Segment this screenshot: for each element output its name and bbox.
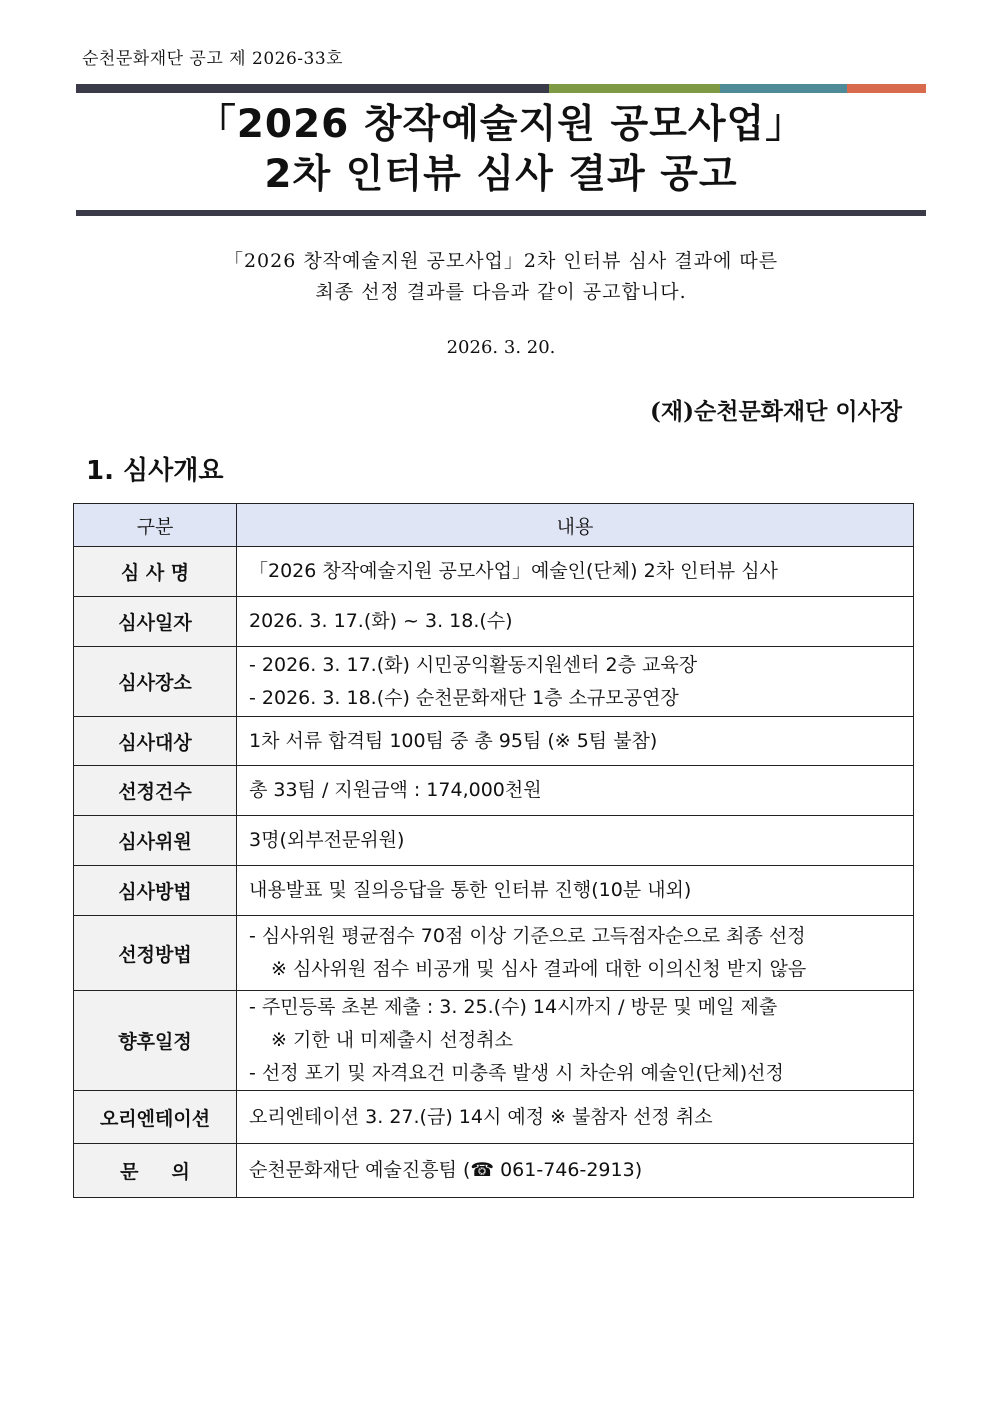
- row-label: 선정방법: [74, 916, 237, 991]
- section-heading: 1. 심사개요: [86, 456, 224, 486]
- content-line: - 심사위원 평균점수 70점 이상 기준으로 고득점자순으로 최종 선정: [249, 925, 806, 947]
- color-bar-segment: [720, 84, 847, 93]
- title-underline: [76, 210, 926, 216]
- row-label: 심사대상: [74, 717, 237, 766]
- table-row: [74, 766, 914, 816]
- intro-paragraph: [76, 246, 926, 308]
- content-line: - 2026. 3. 17.(화) 시민공익활동지원센터 2층 교육장: [249, 653, 698, 676]
- table-row: [74, 1144, 914, 1198]
- content-line: 오리엔테이션 3. 27.(금) 14시 예정 ※ 불참자 선정 취소: [249, 1105, 713, 1128]
- content-line: - 선정 포기 및 자격요건 미충족 발생 시 차순위 예술인(단체)선정: [249, 1062, 784, 1084]
- title-line-2: 2차 인터뷰 심사 결과 공고: [264, 152, 738, 197]
- row-label: 심사방법: [74, 866, 237, 916]
- issuing-organization: (재)순천문화재단 이사장: [650, 398, 902, 425]
- row-label: 심사일자: [74, 597, 237, 647]
- row-label: 심 사 명: [74, 547, 237, 597]
- content-line: 1차 서류 합격팀 100팀 중 총 95팀 (※ 5팀 불참): [249, 729, 658, 752]
- table-row: [74, 816, 914, 866]
- content-line: 「2026 창작예술지원 공모사업」예술인(단체) 2차 인터뷰 심사: [249, 560, 778, 582]
- color-bar-segment: [76, 84, 549, 93]
- row-content: [237, 717, 914, 766]
- table-row: [74, 916, 914, 991]
- document-title: [76, 96, 926, 200]
- content-line: ※ 기한 내 미제출시 선정취소: [271, 1029, 513, 1051]
- row-content: [237, 647, 914, 717]
- table-row: [74, 866, 914, 916]
- color-bar-segment: [549, 84, 720, 93]
- notice-number: 순천문화재단 공고 제 2026-33호: [82, 49, 344, 69]
- row-content: [237, 991, 914, 1091]
- table-row: [74, 547, 914, 597]
- table-row: [74, 991, 914, 1091]
- column-header: 내용: [237, 504, 914, 547]
- content-line: - 주민등록 초본 제출 : 3. 25.(수) 14시까지 / 방문 및 메일 제출: [249, 996, 778, 1018]
- row-content: [237, 1091, 914, 1144]
- row-label: 심사위원: [74, 816, 237, 866]
- table-row: [74, 1091, 914, 1144]
- content-line: 3명(외부전문위원): [249, 829, 405, 851]
- table-row: [74, 717, 914, 766]
- notice-date: 2026. 3. 20.: [446, 337, 556, 358]
- row-label: 향후일정: [74, 991, 237, 1091]
- title-line-1: 「2026 창작예술지원 공모사업」: [196, 102, 806, 147]
- row-content: [237, 597, 914, 647]
- overview-table: [73, 503, 914, 1198]
- row-label: 심사장소: [74, 647, 237, 717]
- header-color-bar: [76, 84, 926, 93]
- table-header-row: [74, 504, 914, 547]
- row-content: [237, 916, 914, 991]
- intro-line-1: 「2026 창작예술지원 공모사업」2차 인터뷰 심사 결과에 따른: [223, 250, 779, 272]
- content-line: 총 33팀 / 지원금액 : 174,000천원: [249, 779, 542, 801]
- row-content: [237, 766, 914, 816]
- color-bar-segment: [847, 84, 926, 93]
- row-content: [237, 866, 914, 916]
- content-line: - 2026. 3. 18.(수) 순천문화재단 1층 소규모공연장: [249, 686, 679, 709]
- content-line: ※ 심사위원 점수 비공개 및 심사 결과에 대한 이의신청 받지 않음: [271, 958, 807, 980]
- row-label: 오리엔테이션: [74, 1091, 237, 1144]
- column-header: 구분: [74, 504, 237, 547]
- content-line: 내용발표 및 질의응답을 통한 인터뷰 진행(10분 내외): [249, 879, 692, 901]
- row-label: 선정건수: [74, 766, 237, 816]
- content-line: 2026. 3. 17.(화) ~ 3. 18.(수): [249, 610, 513, 632]
- content-line: 순천문화재단 예술진흥팀 (☎ 061-746-2913): [249, 1159, 643, 1181]
- intro-line-2: 최종 선정 결과를 다음과 같이 공고합니다.: [315, 281, 687, 303]
- table-row: [74, 597, 914, 647]
- row-content: [237, 1144, 914, 1198]
- table-row: [74, 647, 914, 717]
- row-label: 문 의: [74, 1144, 237, 1198]
- row-content: [237, 816, 914, 866]
- row-content: [237, 547, 914, 597]
